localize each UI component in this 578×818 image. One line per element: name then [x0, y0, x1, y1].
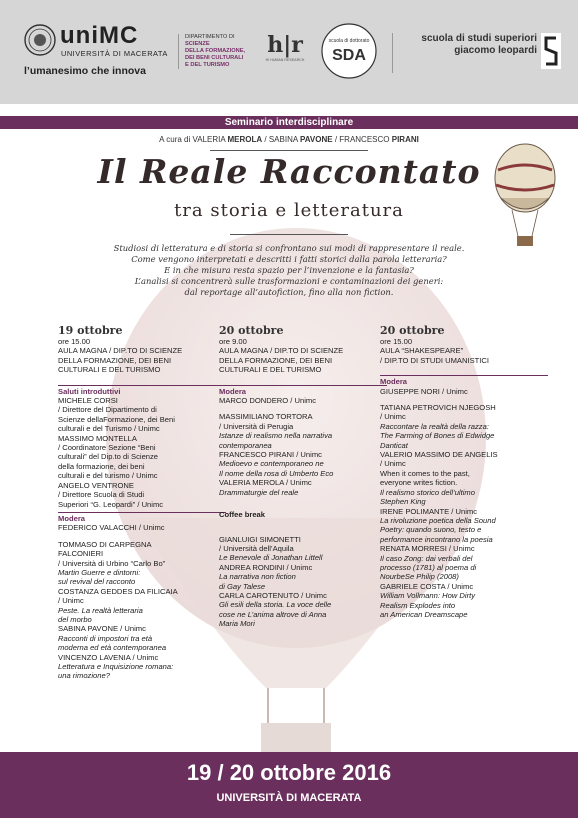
hr-caption: HI HUMAN RESEARCH — [265, 58, 305, 62]
talk-title: del morbo — [58, 614, 92, 624]
speaker-line: VINCENZO LAVENIA / Unimc — [58, 652, 159, 662]
venue-line: AULA MAGNA / DIP.TO DI SCIENZE — [58, 346, 183, 356]
talk-title: sul revival del racconto — [58, 577, 136, 587]
department-name-2: DELLA FORMAZIONE, — [185, 48, 246, 54]
program-venue — [219, 346, 387, 374]
talk-title: Martin Guerre e dintorni: — [58, 567, 141, 577]
speaker-line: / Unimc — [380, 459, 406, 469]
talk-title: Gli esili della storia. La voce delle — [219, 600, 332, 610]
svg-text:SDA: SDA — [332, 47, 366, 64]
event-place: UNIVERSITÀ DI MACERATA — [216, 792, 362, 804]
speaker-line: COSTANZA GEDDES DA FILICAIA — [58, 586, 178, 596]
talk-title: Racconti di impostori tra età — [58, 633, 153, 643]
speaker-line: culturali e del turismo / Unimc — [58, 471, 158, 481]
talk-title: Istanze di realismo nella narrativa — [219, 431, 333, 441]
program-column-20-oct-afternoon — [380, 325, 548, 619]
title-rule-bottom — [230, 234, 348, 235]
speaker-line: della formazione, dei beni — [58, 461, 145, 471]
scuola-studi-superiori-logo — [392, 33, 562, 73]
credit-name-2: PAVONE — [299, 135, 333, 144]
unimc-wordmark: uniMC — [60, 22, 139, 49]
department-prefix: DIPARTIMENTO DI — [185, 34, 235, 40]
speaker-line: / Università dell’Aquila — [219, 543, 294, 553]
ssup-line-2: giacomo leopardi — [454, 45, 537, 56]
spacer — [219, 405, 387, 412]
talk-title: Letteratura e Inquisizione romana: — [58, 662, 174, 671]
program-day: 20 ottobre — [380, 324, 445, 337]
speaker-line: culturali e del Turismo / Unimc — [58, 424, 160, 434]
speaker-line: FEDERICO VALACCHI / Unimc — [58, 523, 165, 533]
header-bar — [0, 0, 578, 104]
section-heading: Saluti introduttivi — [58, 385, 226, 396]
speaker-line: Scienze dellaFormazione, dei Beni — [58, 414, 175, 424]
speaker-line: TATIANA PETROVICH NJEGOSH — [380, 403, 496, 413]
spacer — [219, 497, 387, 504]
speaker-line: GIANLUIGI SIMONETTI — [219, 534, 301, 544]
footer-bar — [0, 752, 578, 818]
talk-title: Raccontare la realtà della razza: — [380, 421, 489, 431]
speaker-line: FRANCESCO PIRANI / Unimc — [219, 450, 322, 460]
speaker-line: SABINA PAVONE / Unimc — [58, 624, 146, 634]
speaker-line: MICHELE CORSI — [58, 396, 118, 406]
venue-line: AULA “SHAKESPEARE” — [380, 346, 464, 356]
speaker-line: / Direttore Scuola di Studi — [58, 490, 145, 500]
speaker-line: / Unimc — [380, 412, 406, 422]
talk-title: Maria Mori — [219, 619, 255, 629]
unimc-logo — [24, 22, 174, 80]
university-seal-icon — [24, 24, 56, 56]
speaker-line: everyone writes fiction. — [380, 478, 458, 488]
credits-line — [0, 135, 578, 144]
talk-title: Peste. La realtà letteraria — [58, 605, 143, 615]
page-title: Il Reale Raccontato — [97, 152, 481, 191]
speaker-line: / Unimc — [58, 596, 84, 606]
speaker-line: MARCO DONDERO / Unimc — [219, 396, 317, 406]
ssup-line-1: scuola di studi superiori — [421, 33, 537, 44]
talk-title: Le Benevole di Jonathan Littell — [219, 553, 323, 563]
speaker-line: / Coordinatore Sezione “Beni — [58, 443, 156, 453]
talk-title: Drammaturgie del reale — [219, 487, 299, 497]
credit-name-1: MEROLA — [227, 135, 263, 144]
program-day: 19 ottobre — [58, 324, 123, 337]
coffee-break: Coffee break — [219, 510, 266, 520]
credits-sep-1: / SABINA — [264, 135, 298, 144]
talk-title: an American Dreamscape — [380, 609, 468, 619]
section-heading: Modera — [219, 385, 387, 396]
title-rule-top — [210, 150, 368, 151]
intro-line: E in che misura resta spazio per l’invenzione e la fantasia? — [164, 265, 414, 275]
seminar-band: Seminario interdisciplinare — [0, 116, 578, 129]
speaker-line: TOMMASO DI CARPEGNA — [58, 539, 152, 549]
intro-line: Come vengono interpretati e descritti i fatti storici dalla parola letteraria? — [131, 254, 447, 264]
event-dates: 19 / 20 ottobre 2016 — [186, 760, 392, 785]
speaker-line: / Università di Perugia — [219, 421, 294, 431]
section-heading: Modera — [380, 375, 548, 386]
intro-line: dal reportage all’autofiction, fino alla non fiction. — [184, 287, 394, 297]
venue-line: DELLA FORMAZIONE, DEI BENI — [219, 355, 333, 365]
talk-title: cose ne L’anima altrove di Anna — [219, 609, 327, 619]
sda-logo-icon — [320, 22, 378, 80]
speaker-line: GIUSEPPE NORI / Unimc — [380, 386, 468, 396]
credits-sep-2: / FRANCESCO — [334, 135, 390, 144]
credit-name-3: PIRANI — [391, 135, 419, 144]
department-name-1: SCIENZE — [185, 41, 210, 47]
program-day: 20 ottobre — [219, 324, 284, 337]
program-time: ore 15.00 — [58, 337, 91, 346]
talk-title: contemporanea — [219, 440, 272, 450]
hr-logo — [263, 32, 307, 78]
section-heading: Modera — [58, 512, 226, 523]
speaker-line: / Direttore del Dipartimento di — [58, 405, 157, 415]
talk-title: Il nome della rosa di Umberto Eco — [219, 468, 334, 478]
speaker-line: ANDREA RONDINI / Unimc — [219, 562, 313, 572]
speaker-line: GABRIELE COSTA / Unimc — [380, 581, 474, 591]
hr-mark-icon: h|r — [267, 32, 303, 58]
talk-title: Stephen King — [380, 497, 426, 507]
intro-line: L’analisi si concentrerà sulle trasformazioni e contaminazioni dei generi: — [134, 276, 444, 286]
talk-title: The Farming of Bones di Edwidge — [380, 431, 495, 441]
speaker-line: FALCONIERI — [58, 549, 104, 559]
speaker-line: VALERIA MEROLA / Unimc — [219, 478, 312, 488]
speaker-line: ANGELO VENTRONE — [58, 480, 134, 490]
speaker-line: When it comes to the past, — [380, 468, 470, 478]
ssup-s-icon — [541, 33, 561, 69]
talk-title: processo (1781) al poema di — [380, 562, 477, 572]
venue-line: CULTURALI E DEL TURISMO — [219, 365, 322, 375]
program-column-20-oct-morning — [219, 325, 387, 629]
talk-title: Poetry: quando suono, testo e — [380, 525, 482, 535]
venue-line: / DIP.TO DI STUDI UMANISTICI — [380, 355, 489, 365]
program-time: ore 15.00 — [380, 337, 413, 346]
unimc-motto: l’umanesimo che innova — [24, 65, 146, 77]
speaker-line: CARLA CAROTENUTO / Unimc — [219, 590, 327, 600]
speaker-line: culturali” del Dip.to di Scienze — [58, 452, 159, 462]
talk-title: La rivoluzione poetica della Sound — [380, 515, 496, 525]
venue-line: DELLA FORMAZIONE, DEI BENI — [58, 355, 172, 365]
speaker-line: MASSIMO MONTELLA — [58, 433, 137, 443]
speaker-line: VALERIO MASSIMO DE ANGELIS — [380, 450, 498, 460]
speaker-line: / Università di Urbino “Carlo Bo” — [58, 558, 166, 568]
talk-title: Medioevo e contemporaneo ne — [219, 459, 324, 469]
speaker-line: Superiori “G. Leopardi” / Unimc — [58, 499, 164, 509]
program-time: ore 9.00 — [219, 337, 247, 346]
spacer — [219, 528, 387, 535]
talk-title: performance incontrano la poesia — [380, 534, 493, 544]
program-venue — [380, 346, 548, 365]
speaker-line: IRENE POLIMANTE / Unimc — [380, 506, 478, 516]
unimc-subtitle: UNIVERSITÀ DI MACERATA — [61, 49, 168, 58]
department-name-4: E DEL TURISMO — [185, 62, 230, 68]
talk-title: La narrativa non fiction — [219, 572, 296, 582]
credits-prefix: A cura di VALERIA — [159, 135, 226, 144]
talk-title: moderna ed età contemporanea — [58, 643, 167, 653]
talk-title: Il caso Zong: dai verbali del — [380, 553, 473, 563]
sda-caption: scuola di dottorato — [328, 38, 370, 44]
venue-line: AULA MAGNA / DIP.TO DI SCIENZE — [219, 346, 344, 356]
spacer — [380, 396, 548, 403]
department-name-3: DEI BENI CULTURALI — [185, 55, 244, 61]
program-column-19-oct — [58, 325, 226, 681]
talk-title: Danticat — [380, 440, 408, 450]
talk-title: NourbeSe Philip (2008) — [380, 572, 459, 582]
venue-line: CULTURALI E DEL TURISMO — [58, 365, 161, 375]
speaker-line: RENATA MORRESI / Unimc — [380, 544, 475, 554]
talk-title: Il realismo storico dell’ultimo — [380, 487, 475, 497]
talk-title: una rimozione? — [58, 671, 110, 681]
spacer — [58, 533, 226, 540]
intro-text — [50, 243, 528, 298]
talk-title: William Vollmann: How Dirty — [380, 591, 476, 601]
talk-title: di Gay Talese — [219, 581, 266, 591]
intro-line: Studiosi di letteratura e di storia si confrontano sui modi di rappresentare il reale. — [113, 243, 465, 253]
speaker-line: MASSIMILIANO TORTORA — [219, 412, 313, 422]
page-subtitle: tra storia e letteratura — [174, 200, 404, 221]
program-venue — [58, 346, 226, 374]
talk-title: Realism Explodes into — [380, 600, 456, 610]
